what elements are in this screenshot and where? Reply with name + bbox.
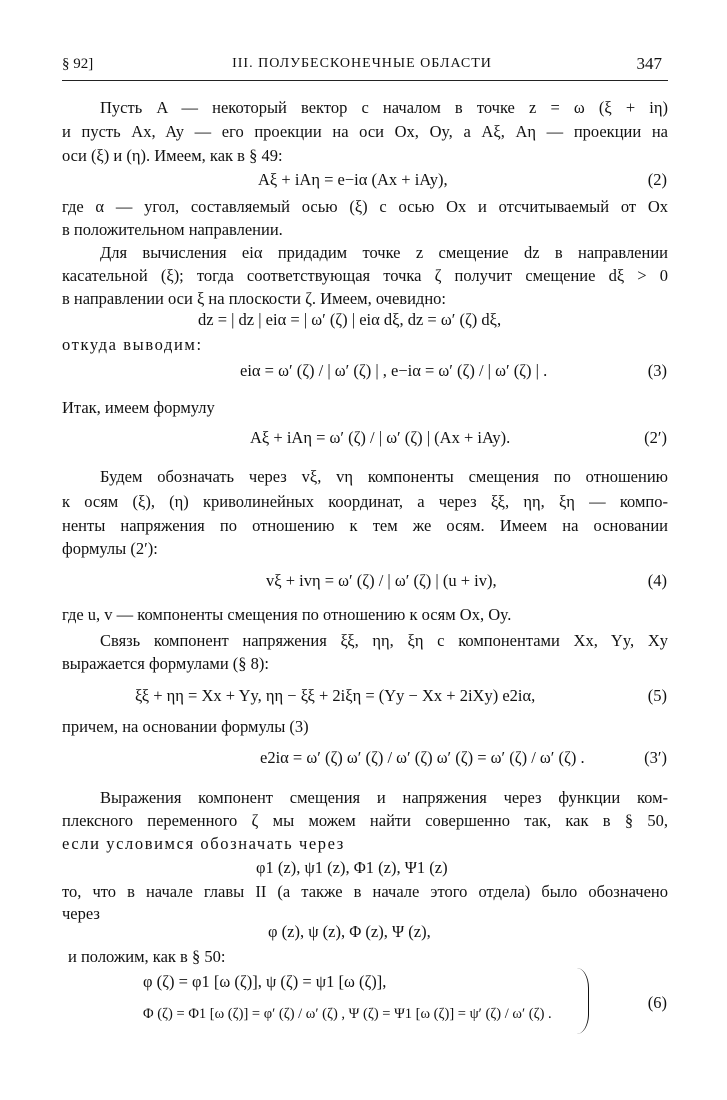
equation-number: (4) (647, 571, 667, 590)
text-line: в направлении оси ξ на плоскости ζ. Имеем, очевидно: (62, 289, 446, 308)
equation-number: (2′) (644, 428, 667, 447)
equation-6a: φ (ζ) = φ1 [ω (ζ)], ψ (ζ) = ψ1 [ω (ζ)], (143, 972, 387, 991)
text-line: где α — угол, составляемый осью (ξ) с осью Ox и отсчитываемый от Ox (62, 197, 668, 216)
header-rule (62, 80, 668, 81)
equation-3-prime: e2iα = ω′ (ζ) ω′ (ζ) / ω′ (ζ) ω′ (ζ) = ω′ (ζ) / ω′ (ζ) . (260, 748, 585, 767)
text-line: где u, v — компоненты смещения по отношению к осям Ox, Oy. (62, 605, 512, 624)
text-line: Выражения компонент смещения и напряжения через функции ком- (100, 788, 668, 807)
equation-dz: dz = | dz | eiα = | ω′ (ζ) | eiα dξ, dz = ω′ (ζ) dξ, (198, 310, 502, 329)
equation-list-2: φ (z), ψ (z), Φ (z), Ψ (z), (268, 922, 431, 941)
text-line: причем, на основании формулы (3) (62, 717, 309, 736)
equation-list-1: φ1 (z), ψ1 (z), Φ1 (z), Ψ1 (z) (256, 858, 448, 877)
text-line: Пусть A — некоторый вектор с началом в точке z = ω (ξ + iη) (100, 98, 668, 117)
text-line: оси (ξ) и (η). Имеем, как в § 49: (62, 146, 283, 165)
equation-number: (6) (647, 993, 667, 1012)
text-line: и пусть Ax, Ay — его проекции на оси Ox, Oy, а Aξ, Aη — проекции на (62, 122, 668, 141)
equation-2-prime: Aξ + iAη = ω′ (ζ) / | ω′ (ζ) | (Ax + iAy). (250, 428, 511, 447)
section-ref: § 92] (62, 56, 94, 72)
text-line: формулы (2′): (62, 539, 158, 558)
text-line: откуда выводим: (62, 335, 203, 354)
text-line: ненты напряжения по отношению к тем же осям. Имеем на основании (62, 516, 668, 535)
equation-6b: Φ (ζ) = Φ1 [ω (ζ)] = φ′ (ζ) / ω′ (ζ) , Ψ (ζ) = Ψ1 [ω (ζ)] = ψ′ (ζ) / ω′ (ζ) . (143, 1006, 552, 1022)
equation-3: eiα = ω′ (ζ) / | ω′ (ζ) | , e−iα = ω′ (ζ) / | ω′ (ζ) | . (240, 361, 548, 380)
equation-number: (5) (647, 686, 667, 705)
text-line: Будем обозначать через vξ, vη компоненты смещения по отношению (100, 467, 668, 486)
equation-number: (3) (647, 361, 667, 380)
text-line: выражается формулами (§ 8): (62, 654, 270, 673)
text-line: через (62, 904, 100, 923)
running-header (62, 56, 662, 80)
text-line: и положим, как в § 50: (68, 947, 226, 966)
text-line: Итак, имеем формулу (62, 398, 215, 417)
text-line: Для вычисления eiα придадим точке z смещение dz в направлении (100, 243, 668, 262)
equation-number: (3′) (644, 748, 667, 767)
equation-5: ξξ + ηη = Xx + Yy, ηη − ξξ + 2iξη = (Yy − Xx + 2iXy) e2iα, (135, 686, 536, 705)
text-line: то, что в начале главы II (а также в начале этого отдела) было обозначено (62, 882, 668, 901)
equation-2: Aξ + iAη = e−iα (Ax + iAy), (258, 170, 448, 189)
page-number: 347 (636, 54, 662, 73)
text-line: Связь компонент напряжения ξξ, ηη, ξη с компонентами Xx, Yy, Xy (100, 631, 668, 650)
equation-4: vξ + ivη = ω′ (ζ) / | ω′ (ζ) | (u + iv), (266, 571, 497, 590)
text-line: если условимся обозначать через (62, 834, 345, 853)
equation-number: (2) (647, 170, 667, 189)
chapter-title: III. ПОЛУБЕСКОНЕЧНЫЕ ОБЛАСТИ (232, 56, 492, 71)
right-brace (576, 968, 589, 1034)
text-line: касательной (ξ); тогда соответствующая точка ζ получит смещение dξ > 0 (62, 266, 668, 285)
text-line: к осям (ξ), (η) криволинейных координат, а через ξξ, ηη, ξη — компо- (62, 492, 668, 511)
text-line: в положительном направлении. (62, 220, 283, 239)
text-line: плексного переменного ζ мы можем найти совершенно так, как в § 50, (62, 811, 668, 830)
